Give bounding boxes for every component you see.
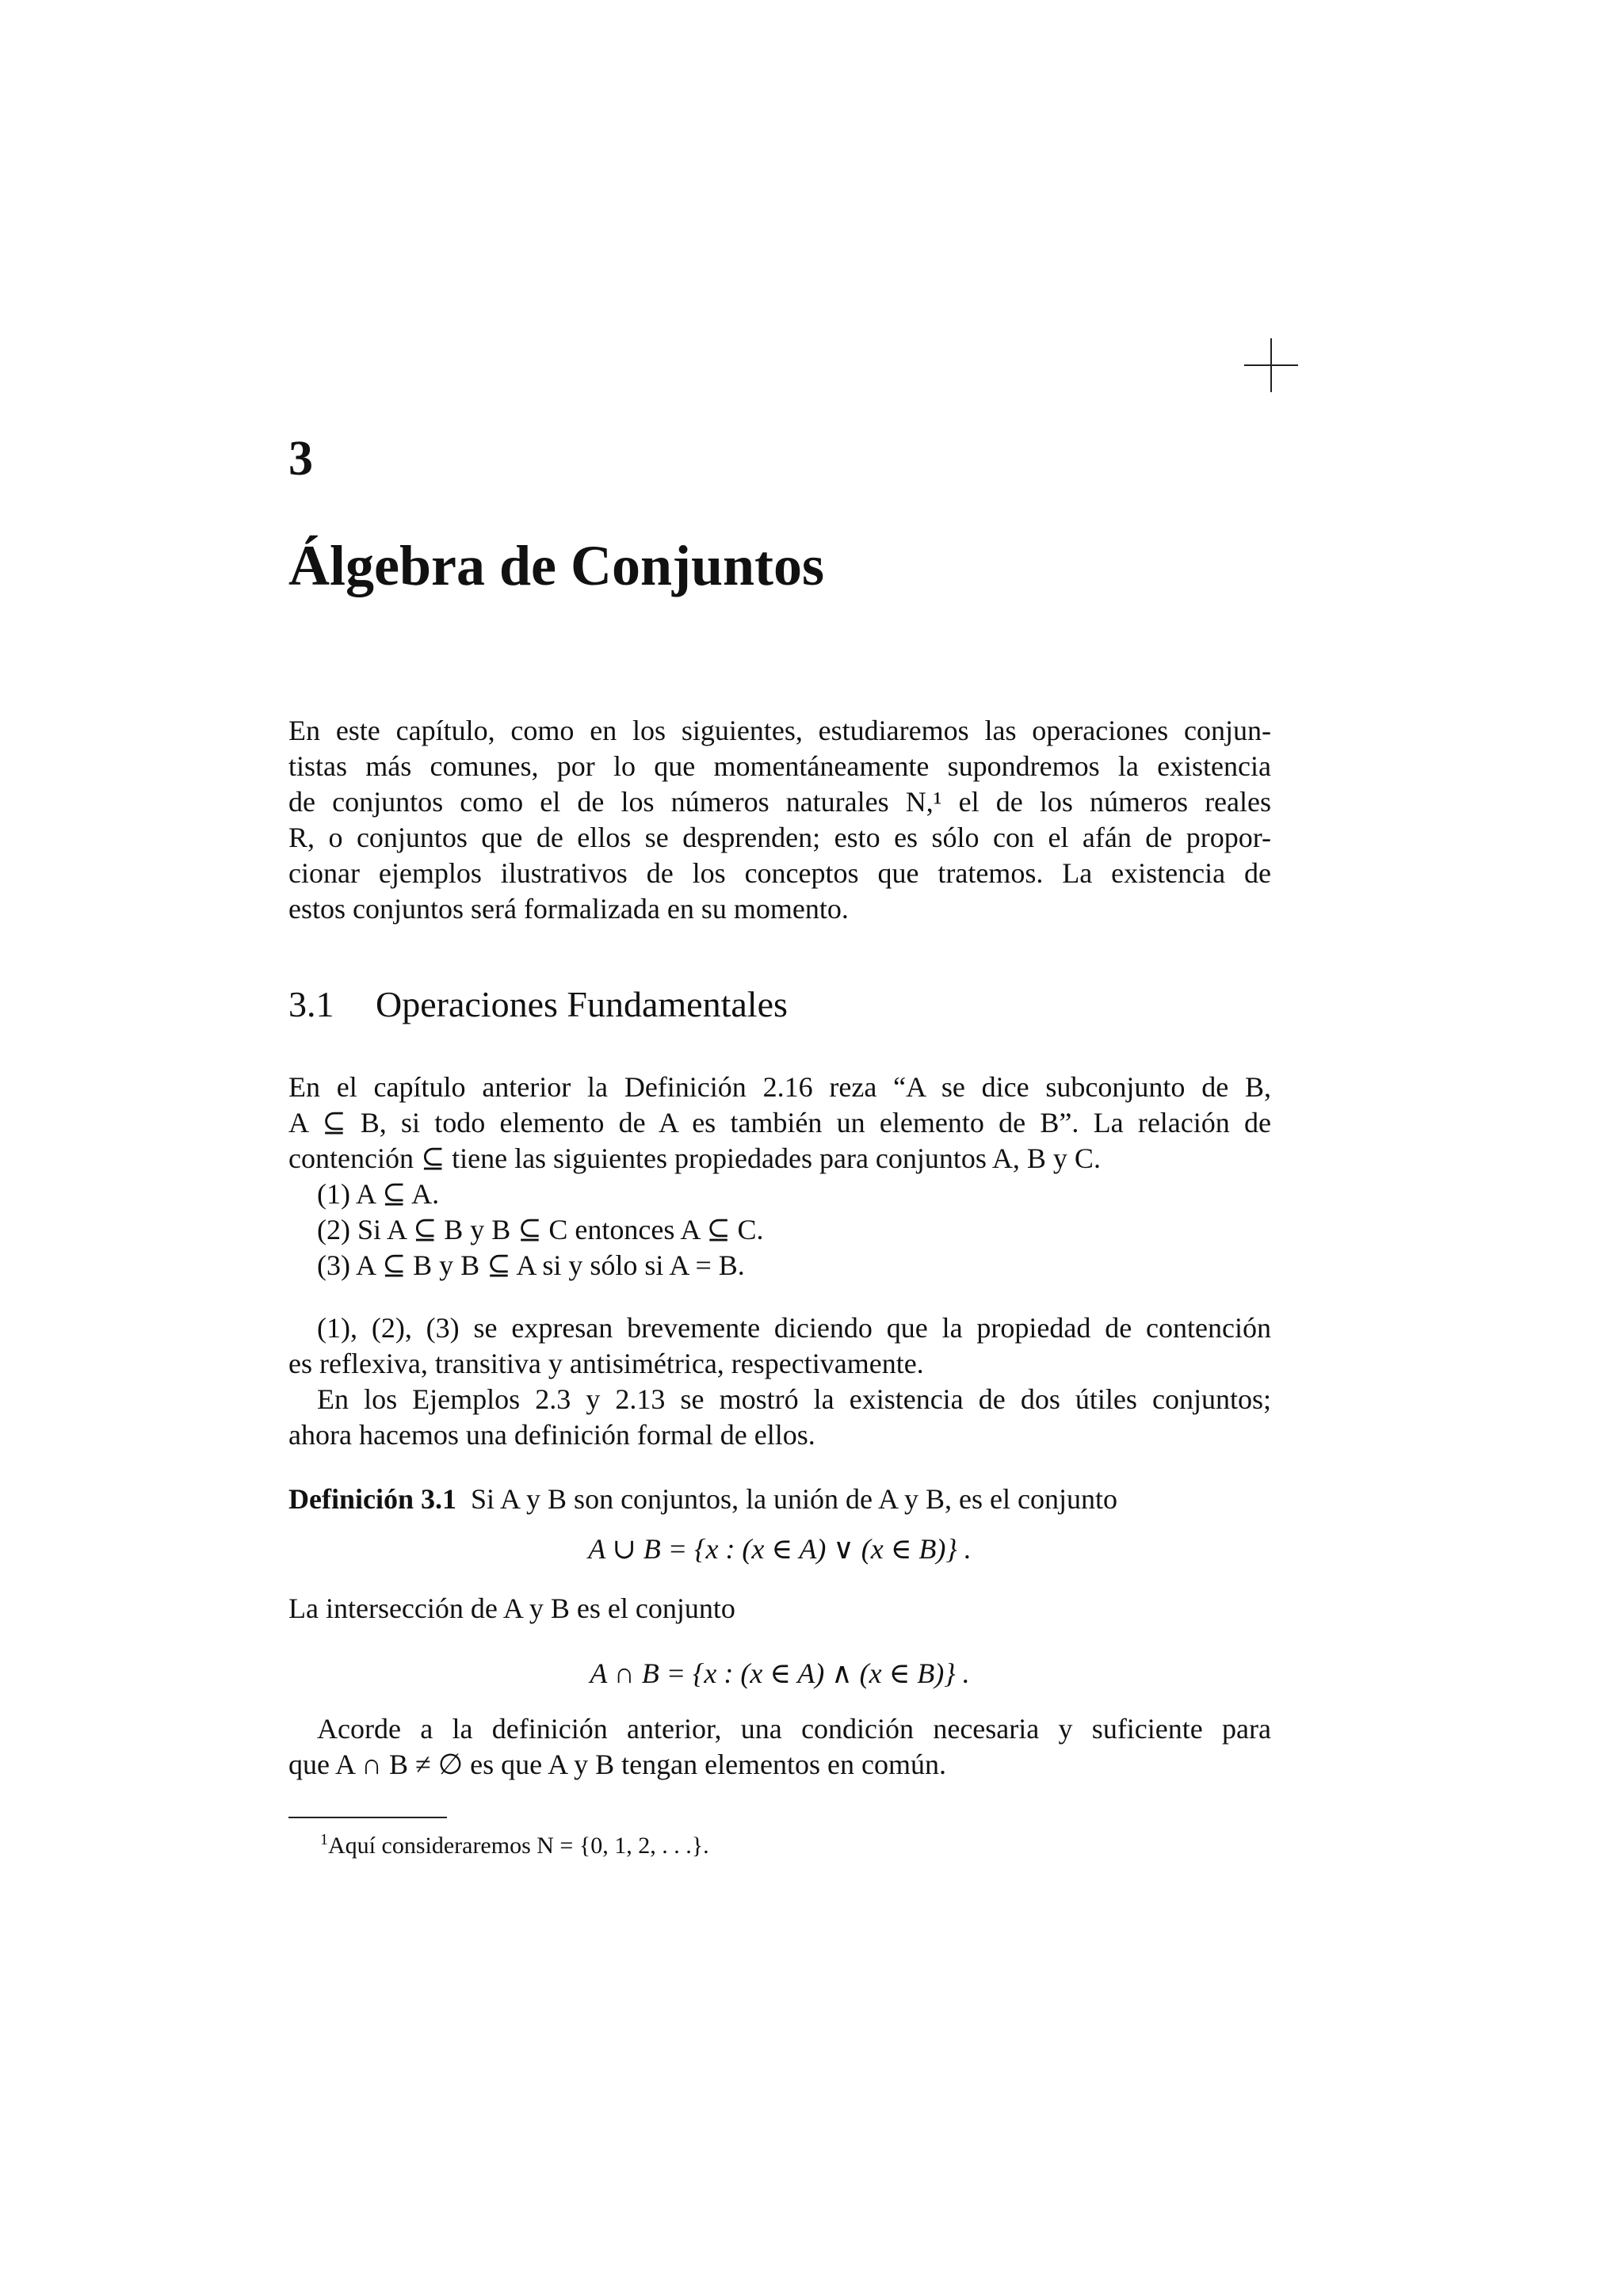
properties-paragraph — [288, 1310, 1271, 1453]
section-line: contención ⊆ tiene las siguientes propiedades para conjuntos A, B y C. — [288, 1142, 1101, 1174]
intro-line: En este capítulo, como en los siguientes, estudiaremos las operaciones conjun- — [288, 715, 1271, 746]
intro-line: tistas más comunes, por lo que momentáneamente supondremos la existencia — [288, 750, 1271, 782]
intro-line: estos conjuntos será formalizada en su momento. — [288, 893, 849, 925]
chapter-title: Álgebra de Conjuntos — [288, 534, 825, 597]
intersection-sentence — [288, 1591, 1271, 1627]
section-line: A ⊆ B, si todo elemento de A es también un elemento de B”. La relación de — [288, 1107, 1271, 1138]
section-title: Operaciones Fundamentales — [376, 984, 788, 1024]
section-paragraph — [288, 1070, 1271, 1283]
footnote-mark: 1 — [320, 1831, 328, 1848]
intro-paragraph — [288, 713, 1271, 927]
union-formula: A ∪ B = {x : (x ∈ A) ∨ (x ∈ B)} . — [588, 1533, 972, 1565]
footnote — [320, 1832, 709, 1860]
definition-text: Si A y B son conjuntos, la unión de A y B, es el conjunto — [471, 1483, 1118, 1515]
intro-line: de conjuntos como el de los números naturales N,¹ el de los números reales — [288, 786, 1271, 818]
intersection-formula: A ∩ B = {x : (x ∈ A) ∧ (x ∈ B)} . — [590, 1657, 970, 1689]
chapter-number: 3 — [288, 432, 313, 486]
footnote-rule — [288, 1817, 447, 1818]
crop-mark — [1244, 338, 1298, 392]
closing-line: que A ∩ B ≠ ∅ es que A y B tengan elementos en común. — [288, 1749, 947, 1780]
closing-paragraph — [288, 1711, 1271, 1783]
intro-line: cionar ejemplos ilustrativos de los conceptos que tratemos. La existencia de — [288, 857, 1271, 889]
intersection-text: La intersección de A y B es el conjunto — [288, 1592, 735, 1624]
section-heading — [288, 986, 788, 1023]
properties-line: ahora hacemos una definición formal de ellos. — [288, 1419, 815, 1451]
properties-line: (1), (2), (3) se expresan brevemente diciendo que la propiedad de contención — [317, 1312, 1271, 1344]
footnote-text: Aquí consideraremos N = {0, 1, 2, . . .}. — [328, 1833, 709, 1859]
section-line: En el capítulo anterior la Definición 2.16 reza “A se dice subconjunto de B, — [288, 1071, 1271, 1103]
section-number: 3.1 — [288, 984, 334, 1024]
property-1: (1) A ⊆ A. — [317, 1178, 440, 1210]
property-2: (2) Si A ⊆ B y B ⊆ C entonces A ⊆ C. — [317, 1214, 764, 1245]
intro-line: R, o conjuntos que de ellos se desprenden; esto es sólo con el afán de propor- — [288, 822, 1271, 853]
property-3: (3) A ⊆ B y B ⊆ A si y sólo si A = B. — [317, 1249, 745, 1281]
properties-line: En los Ejemplos 2.3 y 2.13 se mostró la existencia de dos útiles conjuntos; — [317, 1383, 1271, 1415]
definition-3-1 — [288, 1482, 1271, 1517]
definition-label: Definición 3.1 — [288, 1483, 456, 1515]
crop-mark-vertical — [1270, 338, 1272, 392]
properties-line: es reflexiva, transitiva y antisimétrica, respectivamente. — [288, 1348, 924, 1379]
closing-line: Acorde a la definición anterior, una condición necesaria y suficiente para — [317, 1713, 1271, 1745]
